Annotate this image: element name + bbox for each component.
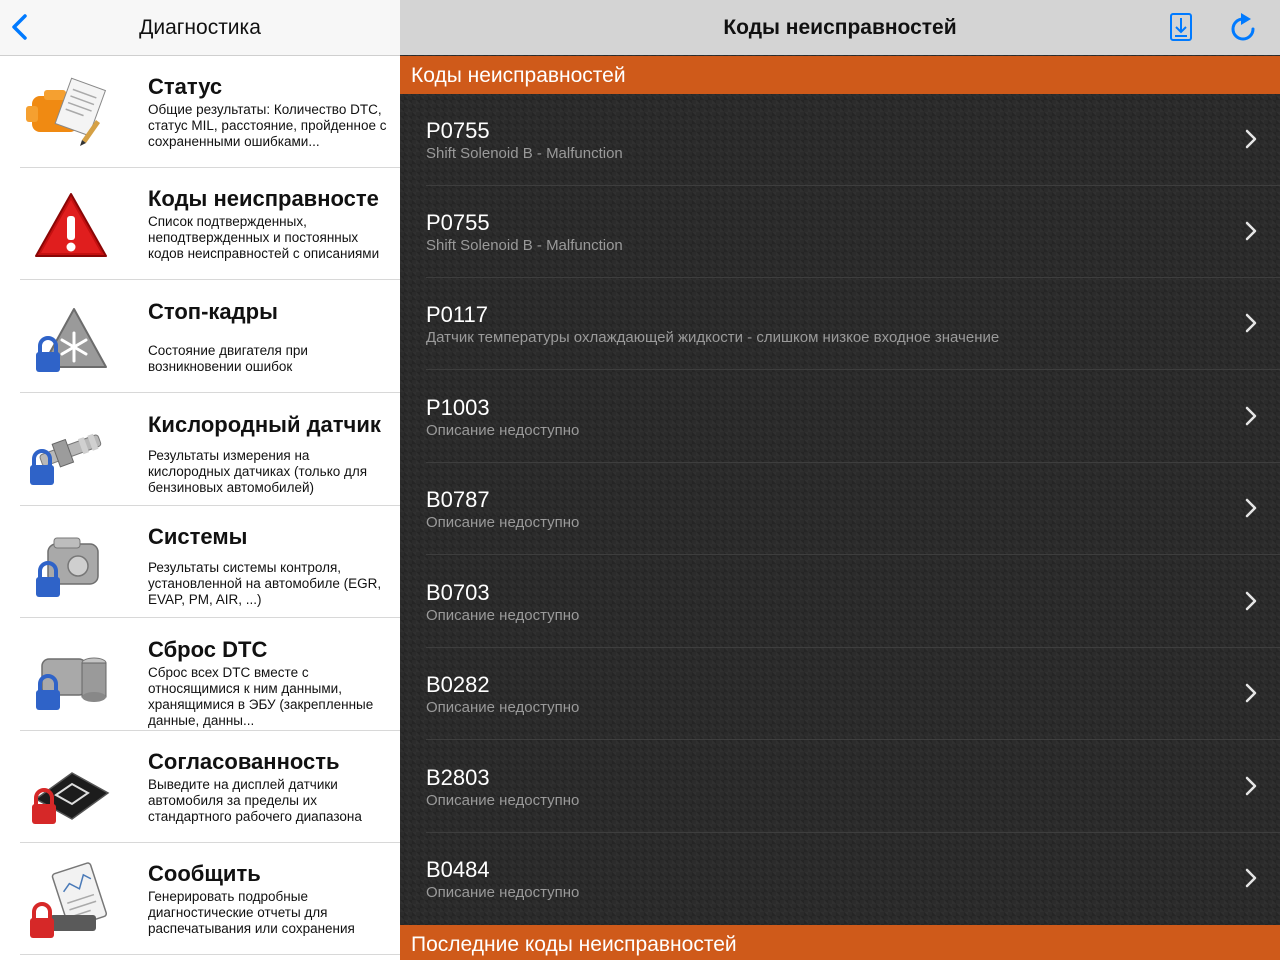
- sidebar-header: [0, 0, 400, 56]
- divider: [20, 279, 400, 280]
- fault-code-description: Описание недоступно: [426, 699, 580, 716]
- fault-code: P0117: [426, 302, 488, 327]
- panel-header: [400, 0, 1280, 55]
- engine-reset-icon: [22, 637, 112, 717]
- fault-code-row[interactable]: [400, 833, 1280, 925]
- menu-item-description: Сброс всех DTC вместе с относящимися к ним данными, хранящимися в ЭБУ (закрепленные данные, данны...: [148, 665, 374, 728]
- fault-code-row[interactable]: [400, 556, 1280, 648]
- fault-code: B0484: [426, 857, 490, 882]
- menu-item-description: Результаты измерения на кислородных датчиках (только для бензиновых автомобилей): [148, 448, 368, 495]
- fault-code-row[interactable]: [400, 463, 1280, 555]
- menu-item-description: Состояние двигателя при возникновении ошибок: [148, 343, 308, 374]
- menu-item-description: Результаты системы контроля, установленной на автомобиле (EGR, EVAP, PM, AIR, ...): [148, 560, 382, 607]
- menu-item-description: Генерировать подробные диагностические отчеты для распечатывания или сохранения: [148, 889, 355, 936]
- lock-icon: [36, 338, 60, 372]
- chevron-right-icon: [1244, 682, 1258, 704]
- section-header-codes: Коды неисправностей: [400, 56, 1280, 94]
- menu-item-title: Сообщить: [148, 861, 261, 886]
- divider: [426, 739, 1280, 740]
- divider: [20, 392, 400, 393]
- fault-code-description: Описание недоступно: [426, 514, 580, 531]
- fault-code-description: Описание недоступно: [426, 607, 580, 624]
- panel-title: Коды неисправностей: [723, 16, 957, 39]
- menu-item-title: Согласованность: [148, 749, 340, 774]
- fault-code-description: Shift Solenoid B - Malfunction: [426, 145, 623, 162]
- menu-item-fault-codes[interactable]: [0, 168, 400, 280]
- refresh-icon[interactable]: [1226, 10, 1260, 44]
- fault-code-description: Описание недоступно: [426, 884, 580, 901]
- menu-item-title: Сброс DTC: [148, 637, 268, 662]
- menu-item-consistency[interactable]: [0, 731, 400, 843]
- menu-item-description: Общие результаты: Количество DTC, статус MIL, расстояние, пройденное с сохраненными ошибками...: [148, 102, 387, 149]
- chevron-right-icon: [1244, 312, 1258, 334]
- menu-item-description: Выведите на дисплей датчики автомобиля за пределы их стандартного рабочего диапазона: [148, 777, 362, 824]
- menu-item-systems[interactable]: [0, 506, 400, 618]
- chevron-right-icon: [1244, 405, 1258, 427]
- menu-item-freeze-frames[interactable]: [0, 281, 400, 393]
- fault-code-row[interactable]: [400, 648, 1280, 740]
- menu-item-report[interactable]: [0, 843, 400, 955]
- fault-code-description: Shift Solenoid B - Malfunction: [426, 237, 623, 254]
- download-icon[interactable]: [1166, 10, 1196, 44]
- menu-item-title: Статус: [148, 74, 223, 99]
- chevron-right-icon: [1244, 590, 1258, 612]
- divider: [426, 554, 1280, 555]
- menu-item-title: Системы: [148, 524, 248, 549]
- menu-item-oxygen-sensor[interactable]: [0, 394, 400, 506]
- lock-icon: [30, 904, 54, 938]
- fault-code: B0703: [426, 580, 490, 605]
- menu-item-description: Список подтвержденных, неподтвержденных и постоянных кодов неисправностей с описаниями: [148, 214, 380, 261]
- menu-item-reset-dtc[interactable]: [0, 619, 400, 731]
- fault-code-description: Описание недоступно: [426, 422, 580, 439]
- section-header-recent-codes: Последние коды неисправностей: [400, 925, 1280, 960]
- fault-code: B0282: [426, 672, 490, 697]
- diagnostics-sidebar: [0, 0, 400, 960]
- divider: [20, 617, 400, 618]
- menu-item-status[interactable]: [0, 56, 400, 168]
- divider: [20, 954, 400, 955]
- fault-code: P1003: [426, 395, 490, 420]
- fault-code: B2803: [426, 765, 490, 790]
- warning-triangle-icon: [22, 186, 112, 266]
- chevron-right-icon: [1244, 497, 1258, 519]
- menu-item-title: Стоп-кадры: [148, 299, 278, 324]
- consistency-chip-icon: [22, 749, 112, 829]
- chevron-right-icon: [1244, 128, 1258, 150]
- report-clipboard-icon: [22, 861, 112, 941]
- fault-codes-panel: [400, 0, 1280, 960]
- chevron-right-icon: [1244, 867, 1258, 889]
- fault-code-row[interactable]: [400, 94, 1280, 186]
- fault-code-row[interactable]: [400, 741, 1280, 833]
- fault-code-row[interactable]: [400, 278, 1280, 370]
- snowflake-triangle-icon: [22, 299, 112, 379]
- back-chevron-icon[interactable]: [6, 10, 36, 44]
- divider: [426, 369, 1280, 370]
- fault-code: P0755: [426, 118, 490, 143]
- menu-item-title: Коды неисправносте: [148, 186, 379, 211]
- fault-code-row[interactable]: [400, 186, 1280, 278]
- menu-item-title: Кислородный датчик: [148, 412, 381, 437]
- engine-document-icon: [22, 74, 112, 154]
- oxygen-sensor-icon: [22, 412, 112, 492]
- chevron-right-icon: [1244, 220, 1258, 242]
- fault-code: B0787: [426, 487, 490, 512]
- fault-code-row[interactable]: [400, 371, 1280, 463]
- sidebar-title: Диагностика: [139, 16, 261, 39]
- chevron-right-icon: [1244, 775, 1258, 797]
- fault-code: P0755: [426, 210, 490, 235]
- fault-code-description: Датчик температуры охлаждающей жидкости - слишком низкое входное значение: [426, 329, 1000, 346]
- fault-code-description: Описание недоступно: [426, 792, 580, 809]
- engine-systems-icon: [22, 524, 112, 604]
